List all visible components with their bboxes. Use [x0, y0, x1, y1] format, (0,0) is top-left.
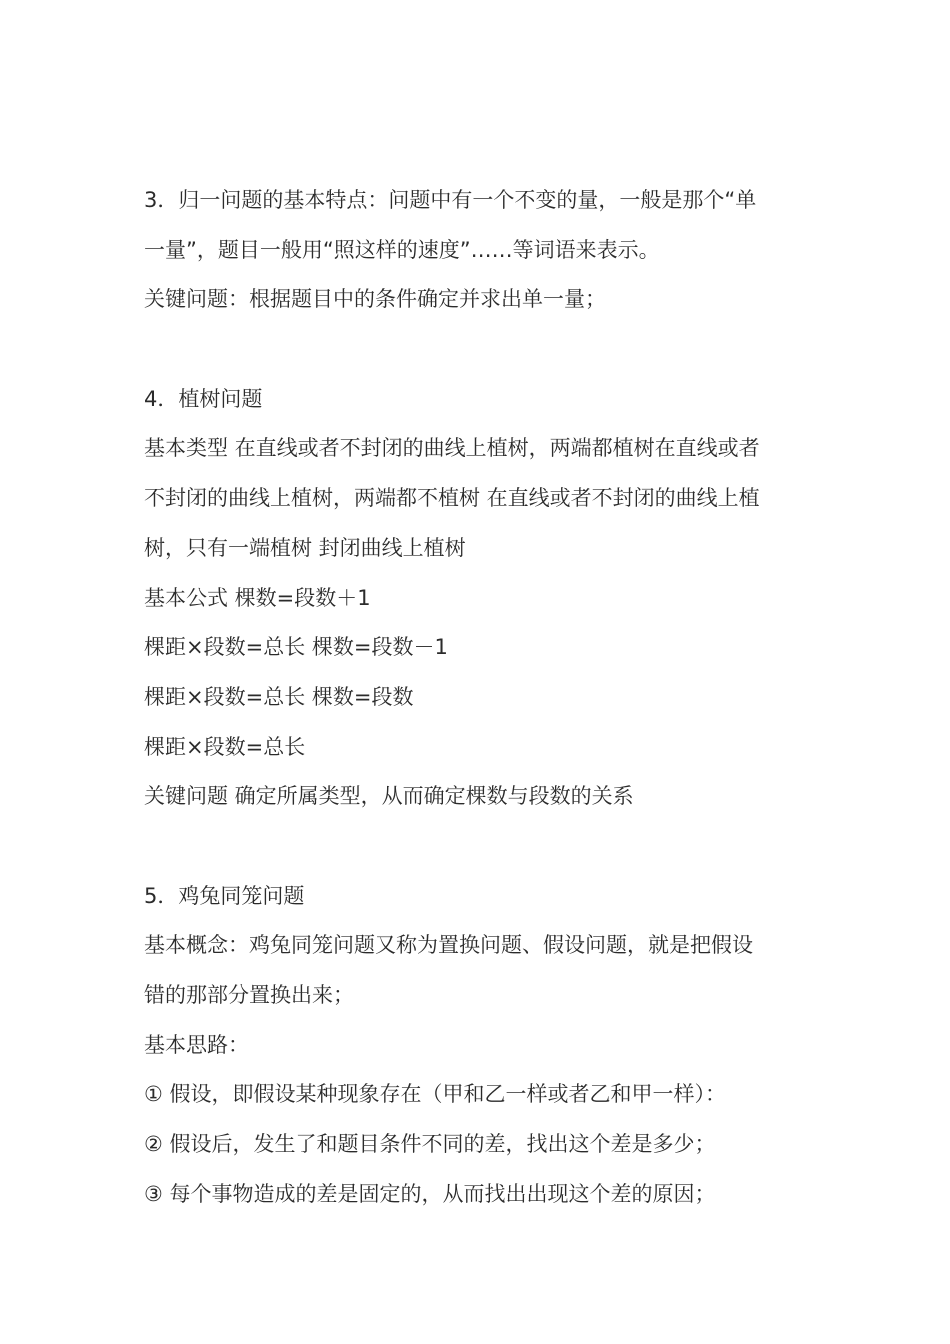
- section-4-basic-types-line-3: 树，只有一端植树 封闭曲线上植树: [144, 535, 466, 560]
- section-4-formula-line-2: 棵距×段数=总长 棵数=段数－1: [144, 635, 448, 660]
- section-spacer: [144, 822, 812, 872]
- section-4-key-question: 关键问题 确定所属类型，从而确定棵数与段数的关系: [144, 784, 634, 809]
- section-3-heading-line-2: 一量”，题目一般用“照这样的速度”……等词语来表示。: [144, 237, 660, 262]
- section-normalization-problem: [144, 176, 812, 325]
- section-4-formula-line-3: 棵距×段数=总长 棵数=段数: [144, 684, 414, 709]
- section-spacer: [144, 325, 812, 375]
- section-5-approach-heading: 基本思路：: [144, 1032, 249, 1057]
- section-4-formula-line-4: 棵距×段数=总长: [144, 734, 306, 759]
- section-5-concept-line-2: 错的那部分置换出来；: [144, 983, 354, 1007]
- section-tree-planting-problem: [144, 375, 812, 822]
- section-5-step-2: ② 假设后，发生了和题目条件不同的差，找出这个差是多少；: [144, 1132, 716, 1157]
- section-5-step-3: ③ 每个事物造成的差是固定的，从而找出出现这个差的原因；: [144, 1181, 716, 1206]
- section-5-concept-line-1: 基本概念：鸡兔同笼问题又称为置换问题、假设问题，就是把假设: [144, 933, 753, 958]
- section-5-step-1: ① 假设，即假设某种现象存在（甲和乙一样或者乙和甲一样）：: [144, 1082, 726, 1107]
- section-4-formula-line-1: 基本公式 棵数=段数＋1: [144, 585, 371, 610]
- section-4-title: 4．植树问题: [144, 386, 263, 411]
- section-4-basic-types-line-1: 基本类型 在直线或者不封闭的曲线上植树，两端都植树在直线或者: [144, 436, 760, 461]
- section-chicken-rabbit-problem: [144, 872, 812, 1220]
- document-body: [144, 176, 812, 1219]
- section-5-title: 5．鸡兔同笼问题: [144, 883, 305, 908]
- section-4-basic-types-line-2: 不封闭的曲线上植树，两端都不植树 在直线或者不封闭的曲线上植: [144, 486, 760, 511]
- section-3-heading-line-1: 3．归一问题的基本特点：问题中有一个不变的量，一般是那个“单: [144, 188, 757, 212]
- section-3-key-question: 关键问题：根据题目中的条件确定并求出单一量；: [144, 287, 606, 312]
